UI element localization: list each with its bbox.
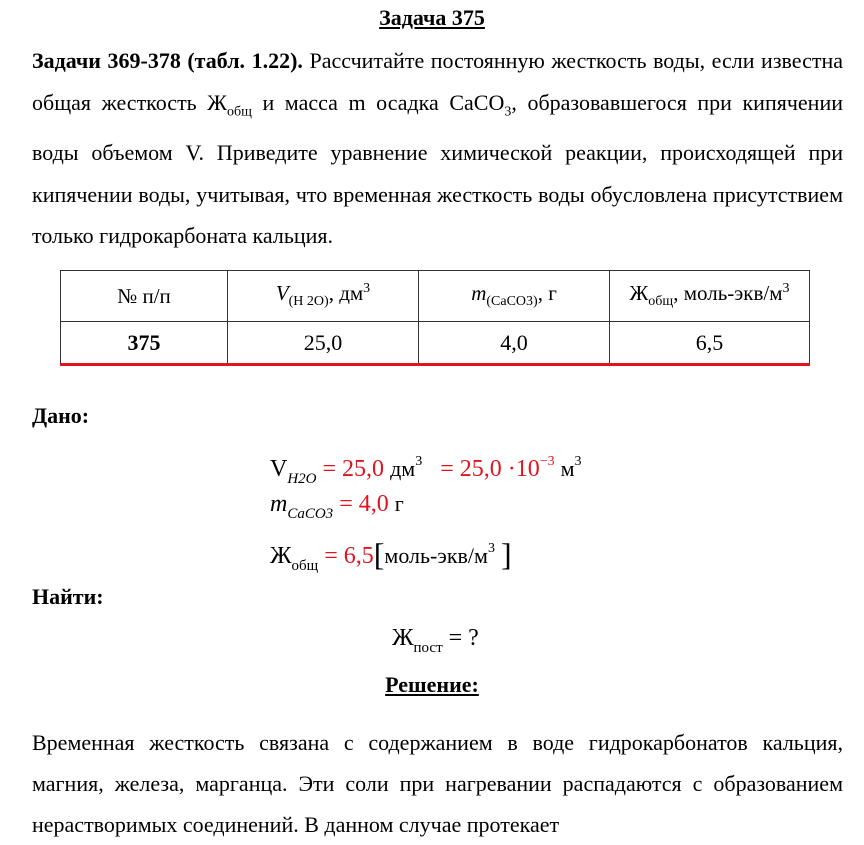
task-sub-3: 3	[504, 103, 512, 119]
given-hardness: $Ж_{общ}$ = $6,5[моль-экв/м^3$ ]	[270, 536, 512, 574]
cell-volume: 25,0	[228, 322, 419, 365]
table-header-row	[61, 271, 810, 322]
given-label: Дано:	[32, 403, 90, 428]
task-statement	[32, 40, 843, 257]
header-hardness: $Ж_{общ}$, моль-$экв/м^3$	[610, 271, 810, 322]
header-mass: $m_{(CaCO3)}$, г	[419, 271, 610, 322]
table-row	[61, 322, 810, 365]
task-sub-total: общ	[227, 103, 252, 119]
solution-text: Временная жесткость связана с содержанием в воде гидрокарбонатов кальция, магния, железа, марганца. Эти соли при нагревании распадаются с образованием нерастворимых соединений. В данном случае протекает	[32, 730, 843, 837]
task-lead: Задачи 369-378 (табл. 1.22).	[32, 48, 303, 73]
cell-hardness: 6,5	[610, 322, 810, 365]
given-volume: $V_{H2O} = 25,0$ $дм^3 = 25,0 \cdot 10^{-3}$ $м^3$	[270, 454, 582, 487]
task-text-3: , образовавшегося при кипячении воды объемом V. Приведите уравнение химической реакции, происходящей при кипячении воды, учитывая, что временная жесткость воды обусловлена присутствием только гидрокарбоната кальция.	[32, 89, 843, 249]
task-text-2: и масса m осадка CaCO	[251, 89, 505, 115]
task-text-1: Рассчитайте постоянную жесткость воды, если известна общая жесткость Ж	[32, 48, 844, 115]
cell-number: 375	[61, 322, 228, 365]
find-formula: $Ж_{пост}$ = ?	[392, 625, 479, 656]
given-mass: $m_{CaCO3} = 4,0$ г	[270, 491, 404, 522]
solution-heading: Решение:	[385, 672, 479, 697]
cell-mass: 4,0	[419, 322, 610, 365]
header-number: № п/п	[61, 271, 228, 322]
task-data-table	[60, 270, 810, 366]
task-title: Задача 375	[379, 5, 485, 30]
header-volume: $V_{(H 2O)}$, $дм^3$	[228, 271, 419, 322]
find-label: Найти:	[32, 584, 104, 609]
